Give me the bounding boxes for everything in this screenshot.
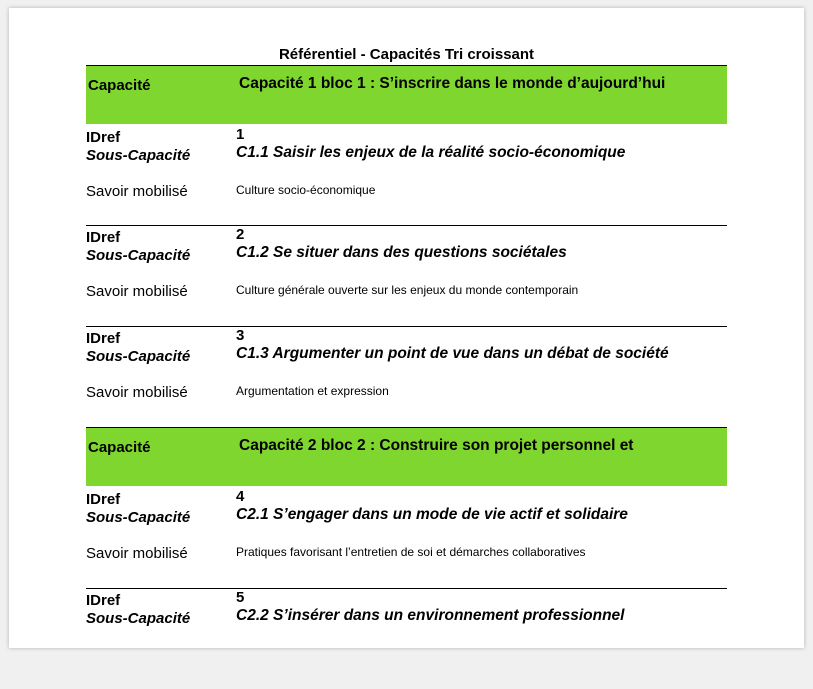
capacite-title: Capacité 1 bloc 1 : S’inscrire dans le monde d’aujourd’hui — [239, 75, 666, 92]
savoir-mobilise-label: Savoir mobilisé — [86, 545, 188, 562]
savoir-mobilise-label: Savoir mobilisé — [86, 183, 188, 200]
idref-label: IDref — [86, 229, 121, 246]
sous-capacite-block — [86, 588, 727, 689]
idref-value: 3 — [236, 327, 245, 344]
savoir-mobilise-value: Culture socio-économique — [236, 183, 376, 197]
sous-capacite-label: Sous-Capacité — [86, 610, 191, 627]
sous-capacite-block — [86, 326, 727, 427]
idref-value: 1 — [236, 126, 245, 143]
sous-capacite-label: Sous-Capacité — [86, 348, 191, 365]
capacite-label: Capacité — [88, 439, 151, 456]
sous-capacite-title: C2.2 S’insérer dans un environnement professionnel — [236, 607, 625, 624]
sous-capacite-label: Sous-Capacité — [86, 147, 191, 164]
savoir-mobilise-value: Argumentation et expression — [236, 384, 389, 398]
idref-value: 5 — [236, 589, 245, 606]
savoir-mobilise-label: Savoir mobilisé — [86, 283, 188, 300]
sous-capacite-title: C2.1 S’engager dans un mode de vie actif et solidaire — [236, 506, 628, 523]
idref-label: IDref — [86, 129, 121, 146]
idref-label: IDref — [86, 491, 121, 508]
sous-capacite-label: Sous-Capacité — [86, 247, 191, 264]
capacite-header — [86, 65, 727, 124]
document-title: Référentiel - Capacités Tri croissant — [278, 46, 535, 63]
savoir-mobilise-label: Savoir mobilisé — [86, 384, 188, 401]
sous-capacite-title: C1.3 Argumenter un point de vue dans un débat de société — [236, 345, 669, 362]
sous-capacite-title: C1.1 Saisir les enjeux de la réalité socio-économique — [236, 144, 626, 161]
sous-capacite-block — [86, 126, 727, 226]
capacite-label: Capacité — [88, 77, 151, 94]
document-page — [9, 8, 804, 648]
idref-value: 2 — [236, 226, 245, 243]
sous-capacite-block — [86, 488, 727, 588]
savoir-mobilise-value: Culture générale ouverte sur les enjeux du monde contemporain — [236, 283, 579, 297]
sous-capacite-label: Sous-Capacité — [86, 509, 191, 526]
idref-label: IDref — [86, 330, 121, 347]
sous-capacite-block — [86, 225, 727, 326]
idref-value: 4 — [236, 488, 245, 505]
savoir-mobilise-value: Pratiques favorisant l’entretien de soi et démarches collaboratives — [236, 545, 586, 559]
capacite-title: Capacité 2 bloc 2 : Construire son projet personnel et — [239, 437, 634, 454]
capacite-header — [86, 427, 727, 486]
idref-label: IDref — [86, 592, 121, 609]
sous-capacite-title: C1.2 Se situer dans des questions sociétales — [236, 244, 567, 261]
